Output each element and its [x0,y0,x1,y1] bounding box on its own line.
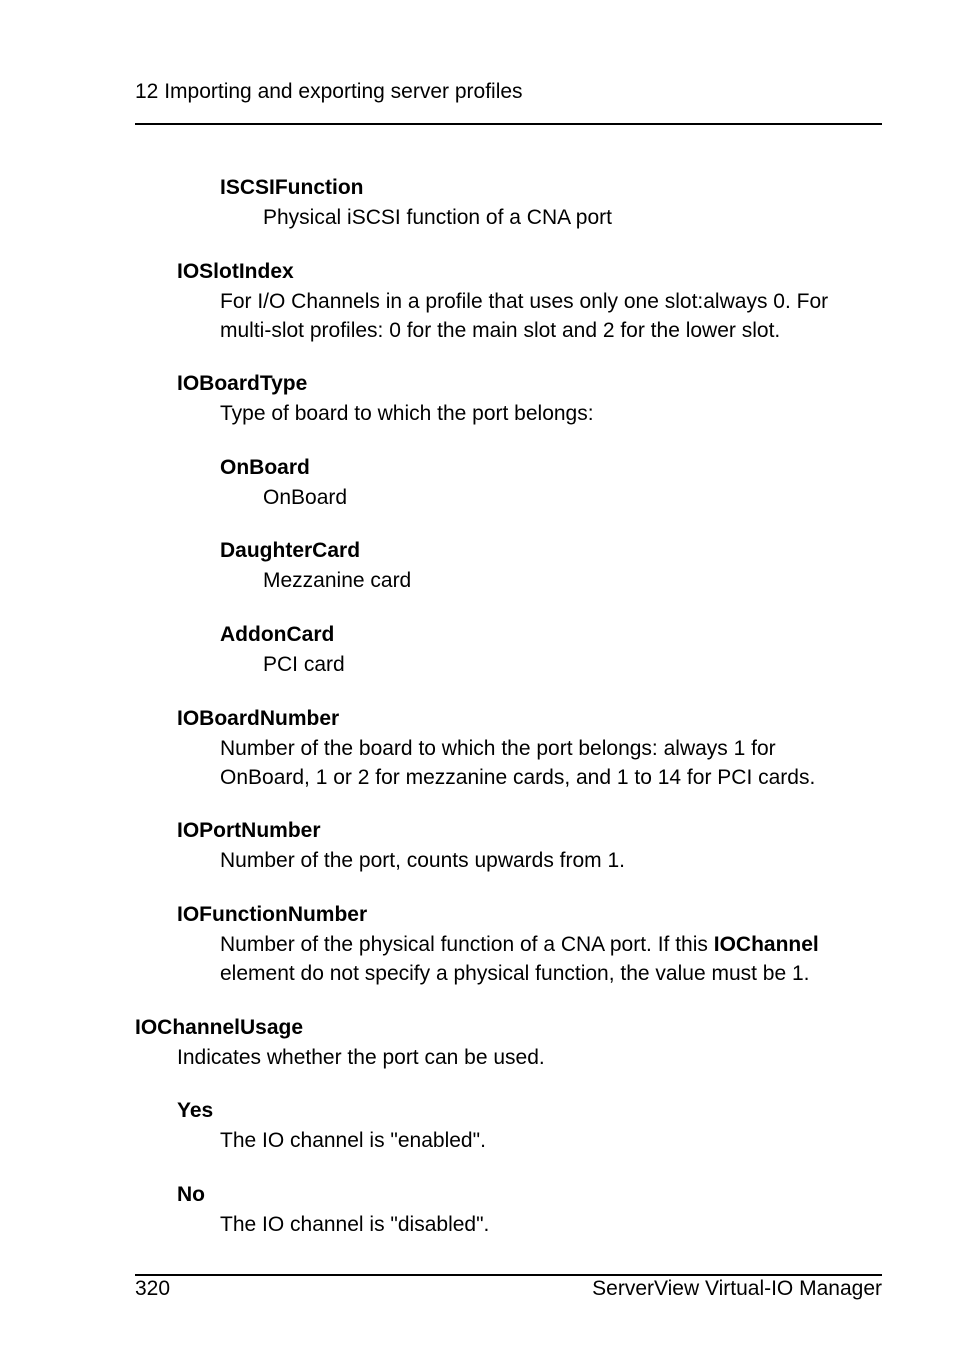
term-onboard: OnBoard [220,456,310,479]
term-io-board-type: IOBoardType [177,372,308,395]
desc-yes: The IO channel is "enabled". [220,1129,486,1152]
header-rule [135,123,882,125]
desc-io-function-number-line2: element do not specify a physical function, the value must be 1. [220,962,810,985]
desc-onboard: OnBoard [263,486,348,509]
desc-io-function-number-line1 [220,930,819,959]
desc-io-function-number-bold: IOChannel [713,933,819,956]
term-yes: Yes [177,1099,214,1122]
desc-io-board-type: Type of board to which the port belongs: [220,402,594,425]
term-io-channel-usage: IOChannelUsage [135,1016,304,1039]
desc-io-board-number-line1: Number of the board to which the port belongs: always 1 for [220,737,776,760]
desc-iscsi-function: Physical iSCSI function of a CNA port [263,206,612,229]
desc-io-port-number: Number of the port, counts upwards from 1. [220,849,626,872]
desc-io-slot-index-line2: multi-slot profiles: 0 for the main slot and 2 for the lower slot. [220,319,781,342]
desc-io-function-number-text: Number of the physical function of a CNA port. If this [220,933,714,956]
desc-io-channel-usage: Indicates whether the port can be used. [177,1046,545,1069]
desc-io-slot-index-line1: For I/O Channels in a profile that uses only one slot:always 0. For [220,290,829,313]
desc-addon-card: PCI card [263,653,345,676]
desc-io-board-number-line2: OnBoard, 1 or 2 for mezzanine cards, and 1 to 14 for PCI cards. [220,766,816,789]
term-addon-card: AddonCard [220,623,335,646]
term-io-port-number: IOPortNumber [177,819,321,842]
desc-no: The IO channel is "disabled". [220,1213,490,1236]
document-title: ServerView Virtual-IO Manager [592,1277,882,1300]
term-iscsi-function: ISCSIFunction [220,176,364,199]
term-no: No [177,1183,205,1206]
term-io-board-number: IOBoardNumber [177,707,340,730]
desc-daughter-card: Mezzanine card [263,569,412,592]
term-daughter-card: DaughterCard [220,539,361,562]
term-io-slot-index: IOSlotIndex [177,260,294,283]
page-number: 320 [135,1277,171,1300]
term-io-function-number: IOFunctionNumber [177,903,368,926]
running-header: 12 Importing and exporting server profiles [135,80,523,103]
